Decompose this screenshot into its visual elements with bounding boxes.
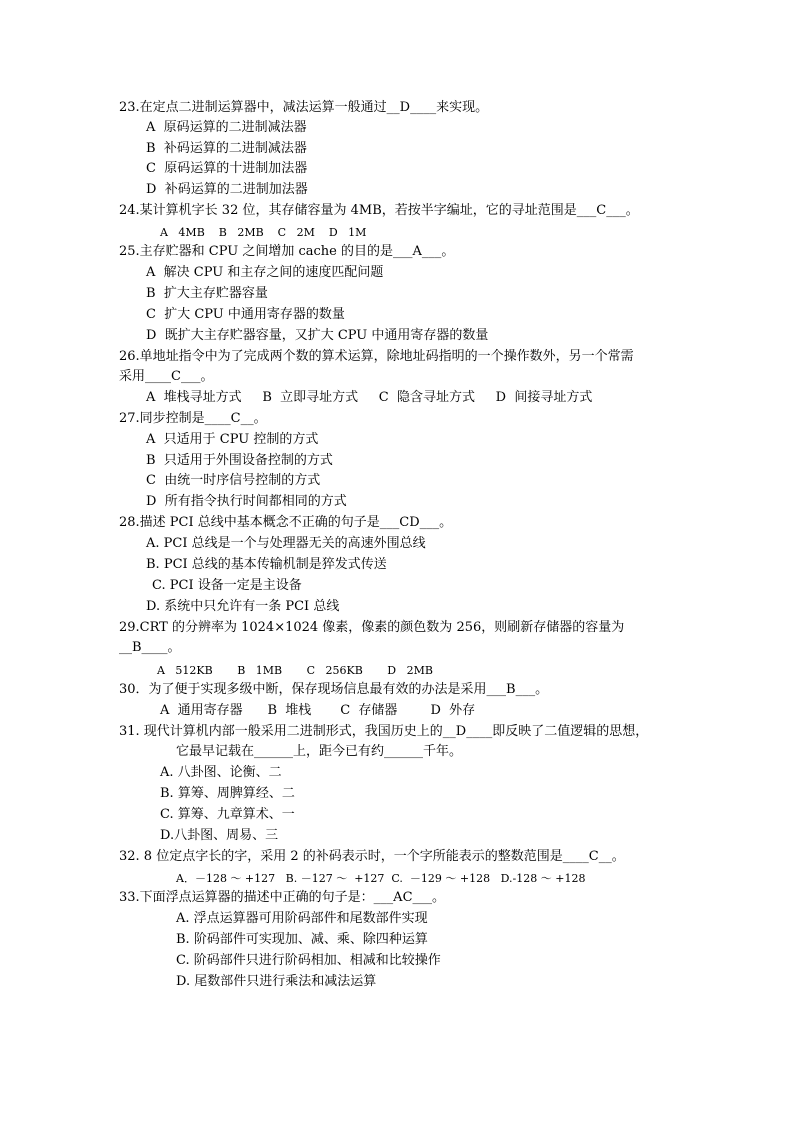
q26-stem-cont: 采用____C___。 [119,369,214,384]
q28-option-b: B. PCI 总线的基本传输机制是猝发式传送 [146,557,387,572]
q25-option-a: A 解决 CPU 和主存之间的速度匹配问题 [146,265,384,280]
q23-option-a: A 原码运算的二进制减法器 [146,120,307,135]
q33-option-b: B. 阶码部件可实现加、减、乘、除四种运算 [176,932,428,947]
q32-stem: 32. 8 位定点字长的字，采用 2 的补码表示时，一个字所能表示的整数范围是____C__。 [119,849,625,864]
q23-option-d: D 补码运算的二进制加法器 [146,182,308,197]
q31-stem: 31. 现代计算机内部一般采用二进制形式，我国历史上的__D____即反映了二值逻辑的思想， [119,724,649,739]
q33-stem: 33.下面浮点运算器的描述中正确的句子是：___AC___。 [119,890,446,905]
q30-options: A 通用寄存器 B 堆栈 C 存储器 D 外存 [160,703,476,718]
q27-option-c: C 由统一时序信号控制的方式 [146,473,321,488]
q29-stem: 29.CRT 的分辨率为 1024×1024 像素，像素的颜色数为 256，则刷新存储器的容量为 [119,620,625,635]
q28-option-c: C. PCI 设备一定是主设备 [152,578,302,593]
q25-option-d: D 既扩大主存贮器容量，又扩大 CPU 中通用寄存器的数量 [146,328,489,343]
q30-stem: 30．为了便于实现多级中断，保存现场信息最有效的办法是采用___B___。 [119,682,549,697]
q28-option-d: D. 系统中只允许有一条 PCI 总线 [146,599,340,614]
q27-option-a: A 只适用于 CPU 控制的方式 [146,432,319,447]
q26-stem: 26.单地址指令中为了完成两个数的算术运算，除地址码指明的一个操作数外，另一个常需 [119,349,634,364]
q27-stem: 27.同步控制是____C__。 [119,411,267,426]
q28-option-a: A. PCI 总线是一个与处理器无关的高速外围总线 [146,536,426,551]
q23-option-c: C 原码运算的十进制加法器 [146,161,308,176]
q31-option-a: A. 八卦图、论衡、二 [160,765,282,780]
q23-option-b: B 补码运算的二进制减法器 [146,141,307,156]
q28-stem: 28.描述 PCI 总线中基本概念不正确的句子是___CD___。 [119,515,453,530]
q29-options: A 512KB B 1MB C 256KB D 2MB [157,664,433,677]
q24-stem: 24.某计算机字长 32 位，其存储容量为 4MB，若按半字编址，它的寻址范围是___C___。 [119,203,639,218]
q25-stem: 25.主存贮器和 CPU 之间增加 cache 的目的是___A___。 [119,244,455,259]
q23-stem: 23.在定点二进制运算器中，减法运算一般通过__D____来实现。 [119,100,489,115]
q27-option-d: D 所有指令执行时间都相同的方式 [146,494,347,509]
q31-option-b: B. 算筹、周脾算经、二 [160,786,295,801]
q24-options: A 4MB B 2MB C 2M D 1M [160,226,367,239]
q25-option-c: C 扩大 CPU 中通用寄存器的数量 [146,307,345,322]
q25-option-b: B 扩大主存贮器容量 [146,286,268,301]
q33-option-c: C. 阶码部件只进行阶码相加、相减和比较操作 [176,953,441,968]
q33-option-d: D. 尾数部件只进行乘法和减法运算 [176,974,377,989]
q33-option-a: A. 浮点运算器可用阶码部件和尾数部件实现 [176,911,428,926]
q26-options: A 堆栈寻址方式 B 立即寻址方式 C 隐含寻址方式 D 间接寻址方式 [146,390,593,405]
q27-option-b: B 只适用于外围设备控制的方式 [146,453,333,468]
q32-options: A．－128 ～ +127 B. －127 ～ +127 C. －129 ～ +128 D.-128 ～ +128 [176,872,586,885]
q31-stem-cont: 它最早记载在______上，距今已有约______千年。 [176,744,463,759]
q31-option-d: D.八卦图、周易、三 [160,828,279,843]
q31-option-c: C. 算筹、九章算术、一 [160,807,295,822]
q29-stem-cont: __B____。 [119,640,181,655]
